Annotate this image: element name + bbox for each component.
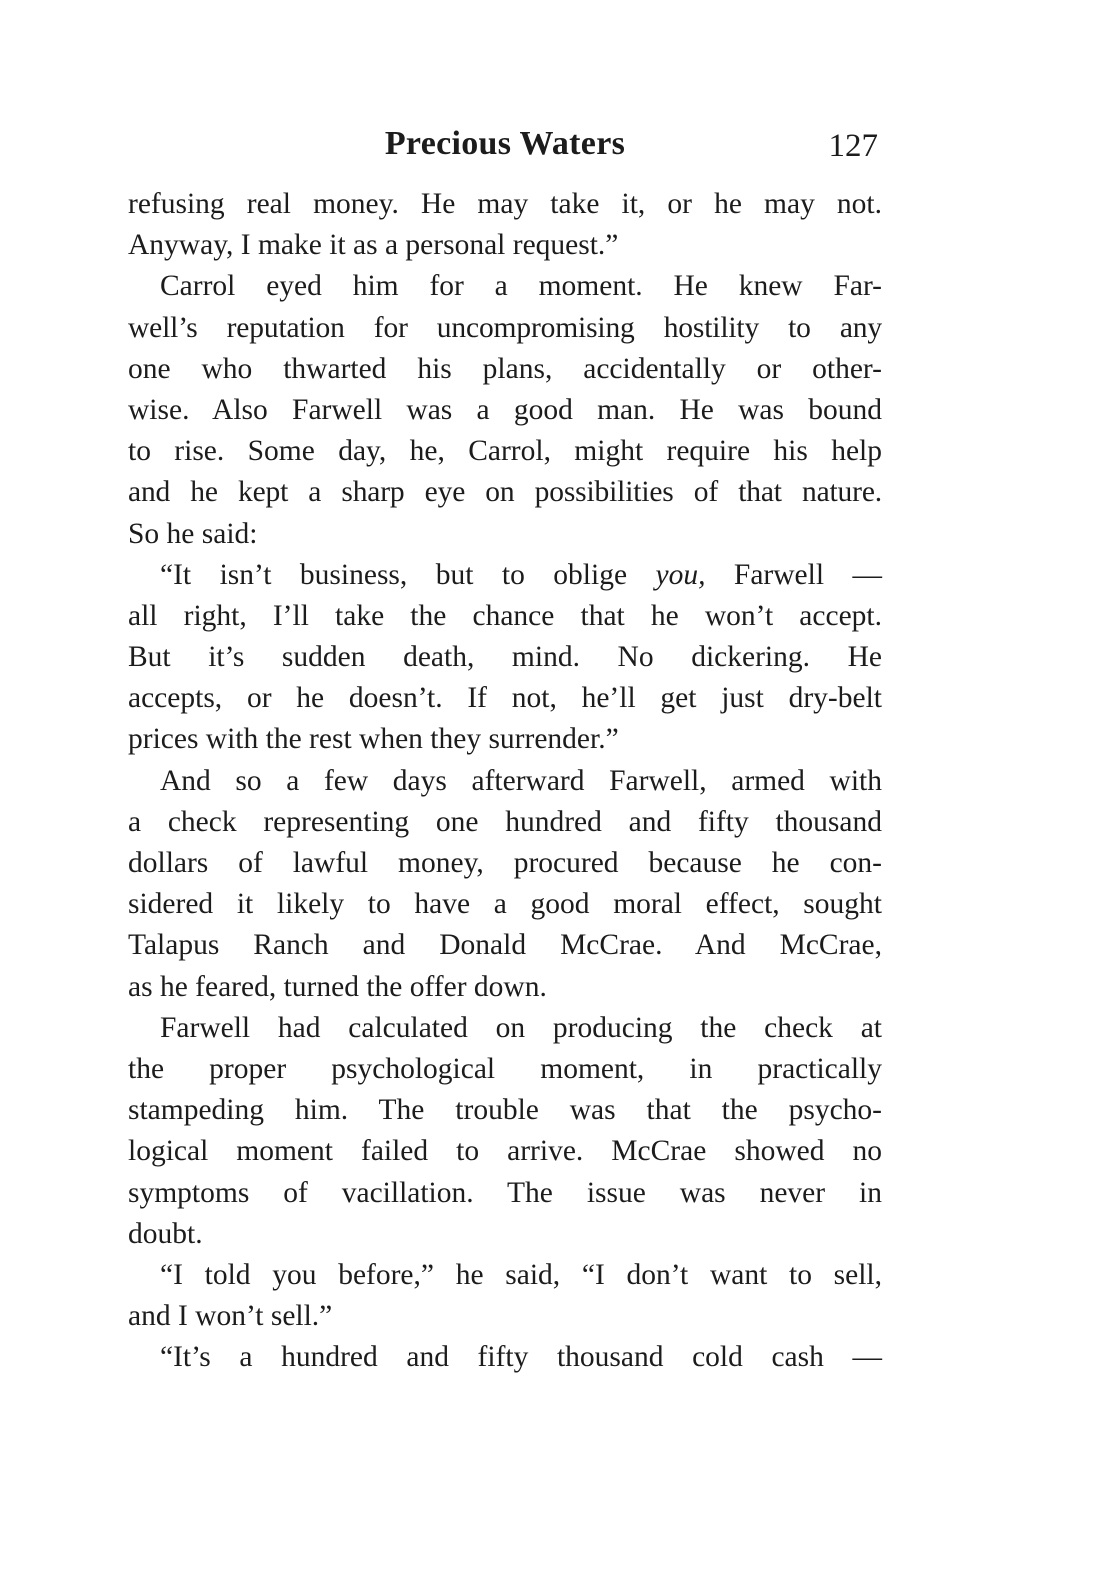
text-line: well’s reputation for uncompromising hostility to any [128,311,882,344]
text-line: refusing real money. He may take it, or he may not. [128,188,882,220]
text-line: Talapus Ranch and Donald McCrae. And McCrae, [128,929,882,962]
text-line: and he kept a sharp eye on possibilities of that nature. [128,476,882,509]
paragraph-start-line: Carrol eyed him for a moment. He knew Far- [160,270,882,303]
text-line: logical moment failed to arrive. McCrae showed no [128,1135,882,1168]
text-line: sidered it likely to have a good moral effect, sought [128,888,882,921]
running-title: Precious Waters [384,125,626,162]
paragraph-start-line [128,555,882,596]
italic-word: you, [655,558,706,591]
running-head [128,118,882,170]
body-text [128,184,882,1378]
text-line: a check representing one hundred and fifty thousand [128,805,882,838]
text-run: “It isn’t business, but to oblige [160,558,656,591]
text-line: prices with the rest when they surrender.” [128,723,619,756]
page-number: 127 [828,128,878,164]
paragraph-start-line: And so a few days afterward Farwell, armed with [160,764,882,797]
text-line: one who thwarted his plans, accidentally or other- [128,352,882,385]
text-line: dollars of lawful money, procured because he con- [128,847,882,879]
text-line: wise. Also Farwell was a good man. He was bound [128,393,882,426]
text-run: Farwell — [705,558,882,591]
text-line: to rise. Some day, he, Carrol, might require his help [128,435,882,468]
paragraph-start-line: Farwell had calculated on producing the check at [160,1011,882,1044]
text-line: stampeding him. The trouble was that the psycho- [128,1094,882,1127]
text-line: doubt. [128,1217,203,1250]
paragraph-start-line: “I told you before,” he said, “I don’t want to sell, [160,1258,882,1291]
text-line: all right, I’ll take the chance that he won’t accept. [128,599,882,632]
text-line: accepts, or he doesn’t. If not, he’ll get just dry-belt [128,682,882,715]
text-line: So he said: [128,517,258,550]
paragraph-start-line: “It’s a hundred and fifty thousand cold cash — [160,1341,882,1374]
text-line: the proper psychological moment, in practically [128,1052,882,1085]
text-line: as he feared, turned the offer down. [128,970,547,1003]
text-line: symptoms of vacillation. The issue was never in [128,1176,882,1209]
text-line: But it’s sudden death, mind. No dickering. He [128,641,882,674]
text-line: and I won’t sell.” [128,1300,333,1333]
text-line: Anyway, I make it as a personal request.” [128,229,619,262]
